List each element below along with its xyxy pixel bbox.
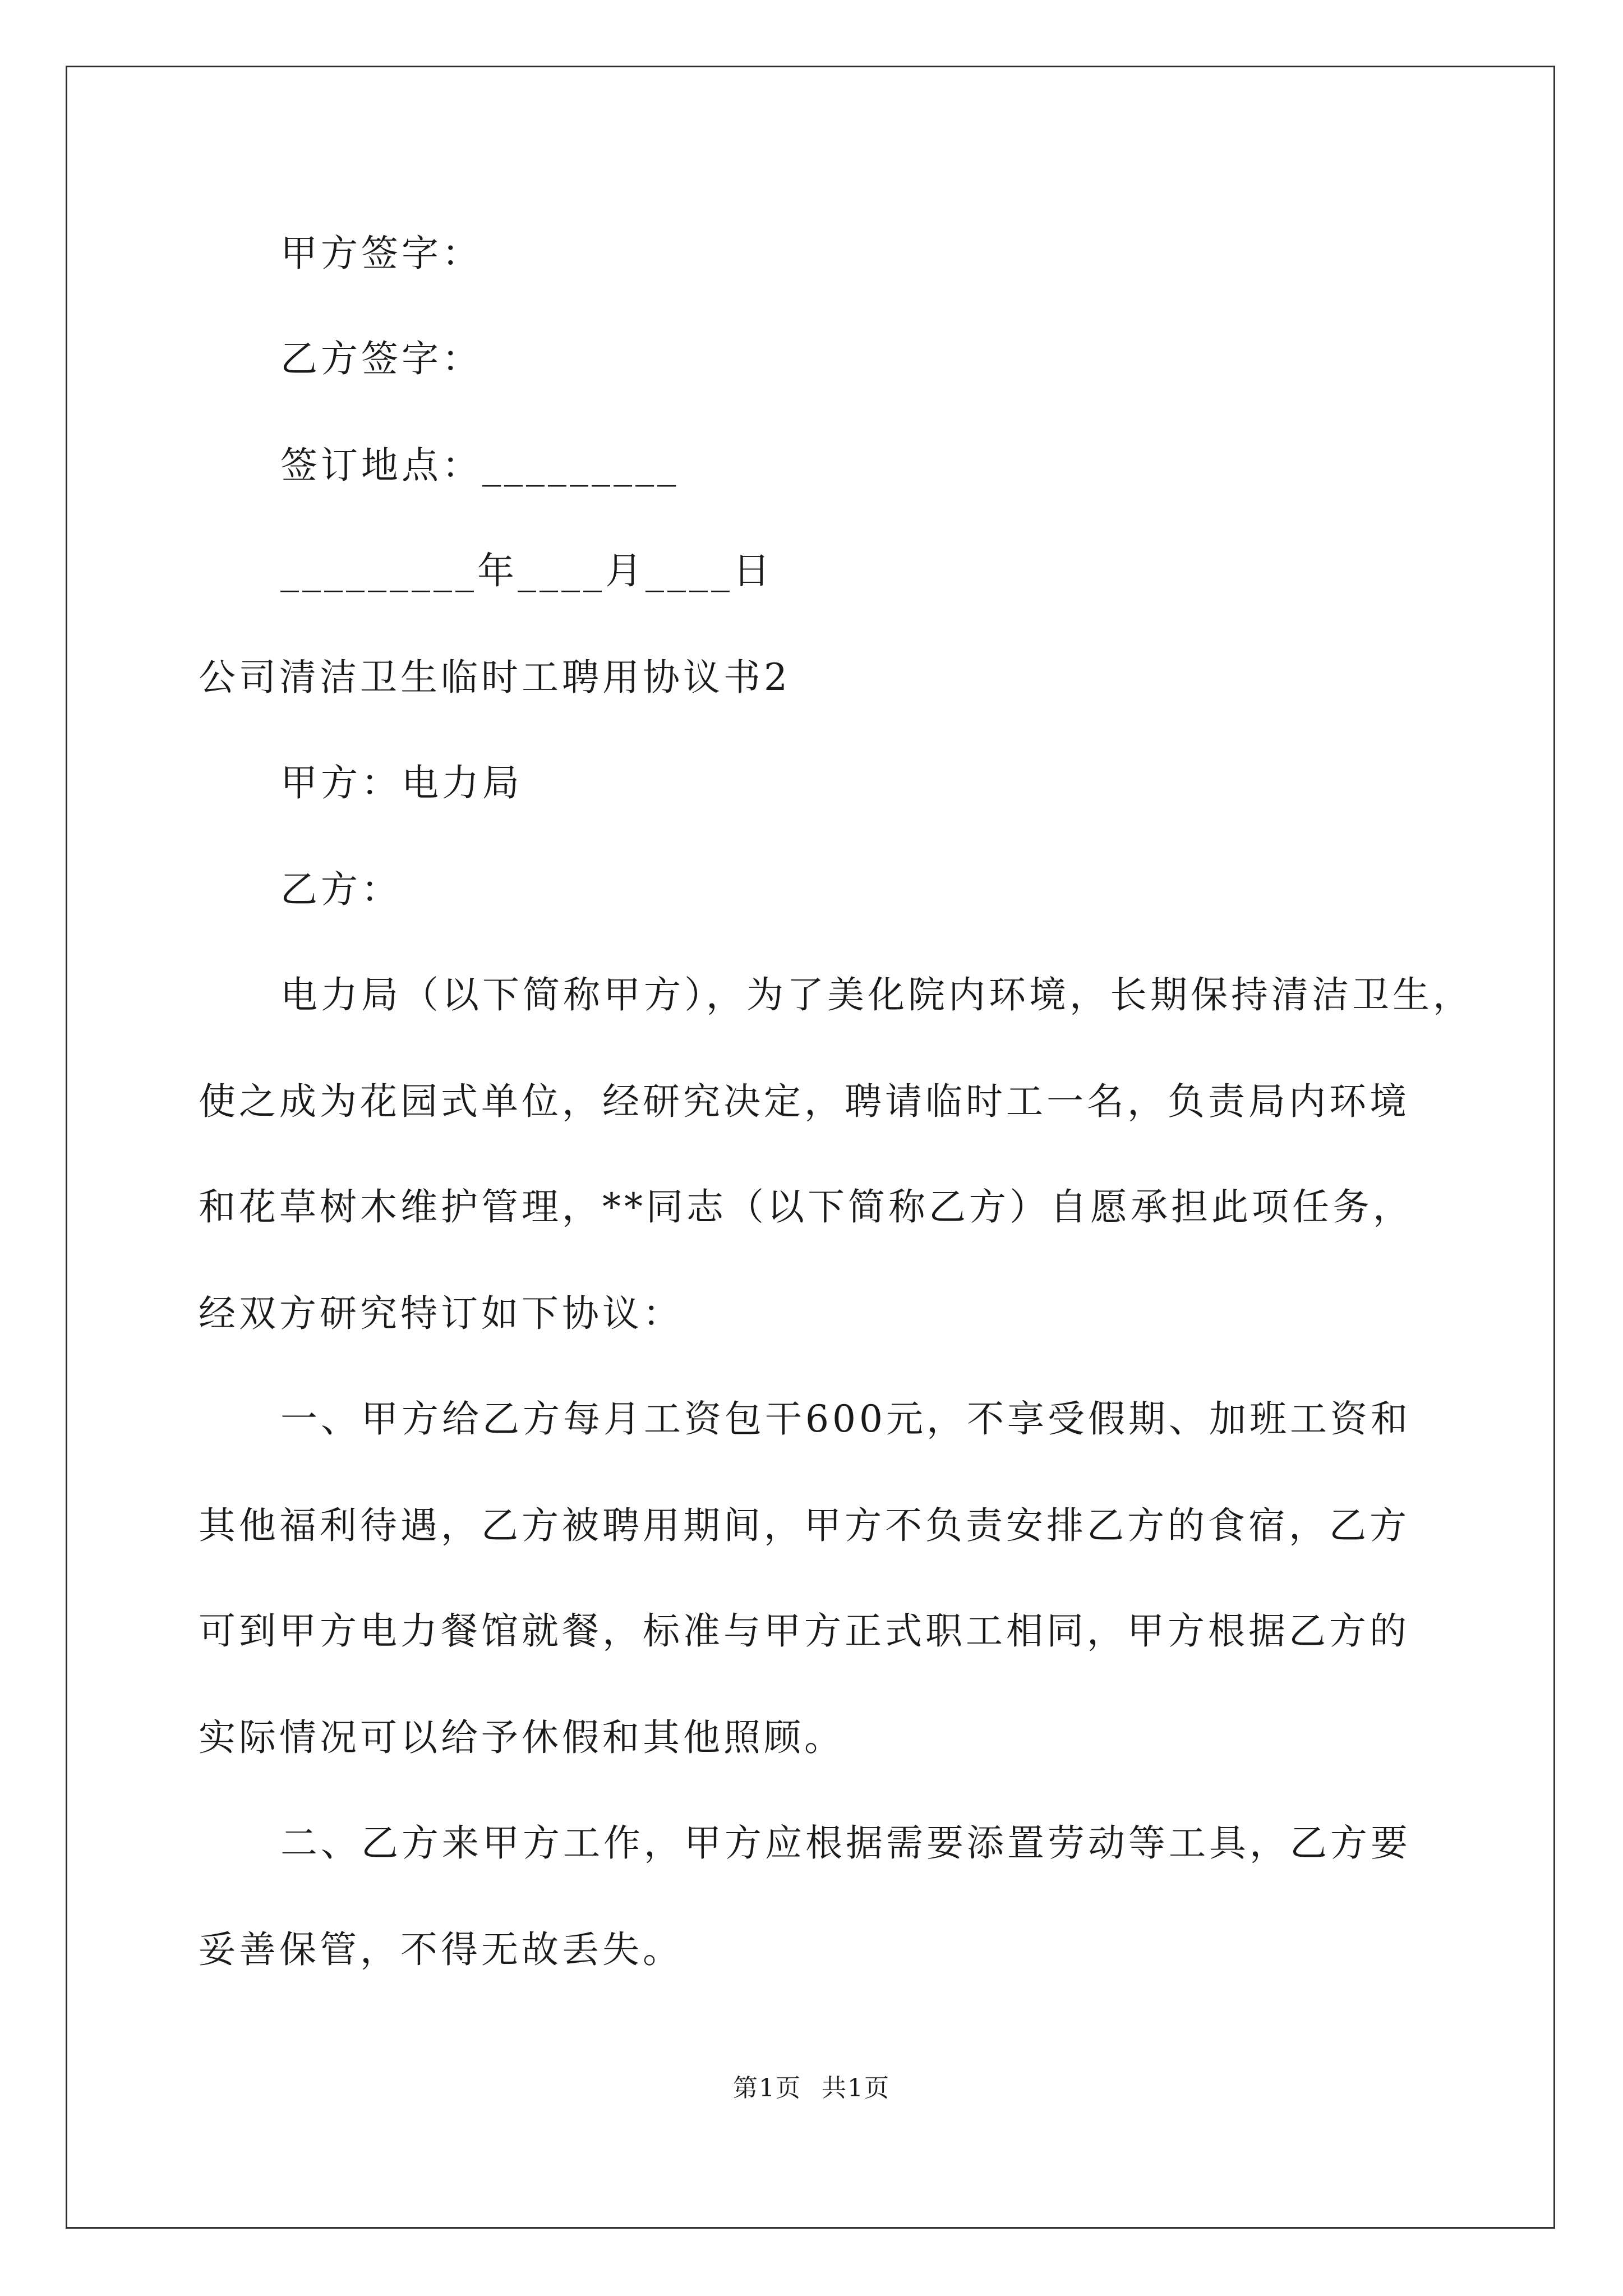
clause-2-line: 妥善保管，不得无故丢失。 bbox=[199, 1928, 683, 1971]
clause-1-line: 可到甲方电力餐馆就餐，标准与甲方正式职工相同，甲方根据乙方的 bbox=[199, 1609, 1410, 1653]
page-border bbox=[66, 66, 1555, 2229]
agreement-title: 公司清洁卫生临时工聘用协议书2 bbox=[199, 656, 791, 699]
signing-date-label: _________年____月____日 bbox=[280, 549, 773, 592]
clause-1-line: 实际情况可以给予休假和其他照顾。 bbox=[199, 1716, 845, 1759]
clause-1-line: 一、甲方给乙方每月工资包干600元，不享受假期、加班工资和 bbox=[280, 1397, 1411, 1441]
party-b-line: 乙方： bbox=[280, 868, 402, 911]
page-number: 第1页 bbox=[733, 2074, 801, 2102]
party-a-signature-label: 甲方签字： bbox=[280, 232, 482, 275]
intro-line: 电力局（以下简称甲方），为了美化院内环境，长期保持清洁卫生， bbox=[280, 973, 1473, 1016]
intro-line: 经双方研究特订如下协议： bbox=[199, 1292, 683, 1335]
page-total: 共1页 bbox=[822, 2074, 890, 2102]
intro-line: 使之成为花园式单位，经研究决定，聘请临时工一名，负责局内环境 bbox=[199, 1080, 1410, 1123]
party-a-line: 甲方：电力局 bbox=[280, 761, 523, 804]
clause-2-line: 二、乙方来甲方工作，甲方应根据需要添置劳动等工具，乙方要 bbox=[280, 1821, 1411, 1865]
signing-place-label: 签订地点：_________ bbox=[280, 444, 679, 487]
party-b-signature-label: 乙方签字： bbox=[280, 337, 482, 380]
intro-line: 和花草树木维护管理，**同志（以下简称乙方）自愿承担此项任务， bbox=[199, 1185, 1413, 1228]
page-footer bbox=[0, 2073, 1623, 2104]
clause-1-line: 其他福利待遇，乙方被聘用期间，甲方不负责安排乙方的食宿，乙方 bbox=[199, 1504, 1410, 1547]
